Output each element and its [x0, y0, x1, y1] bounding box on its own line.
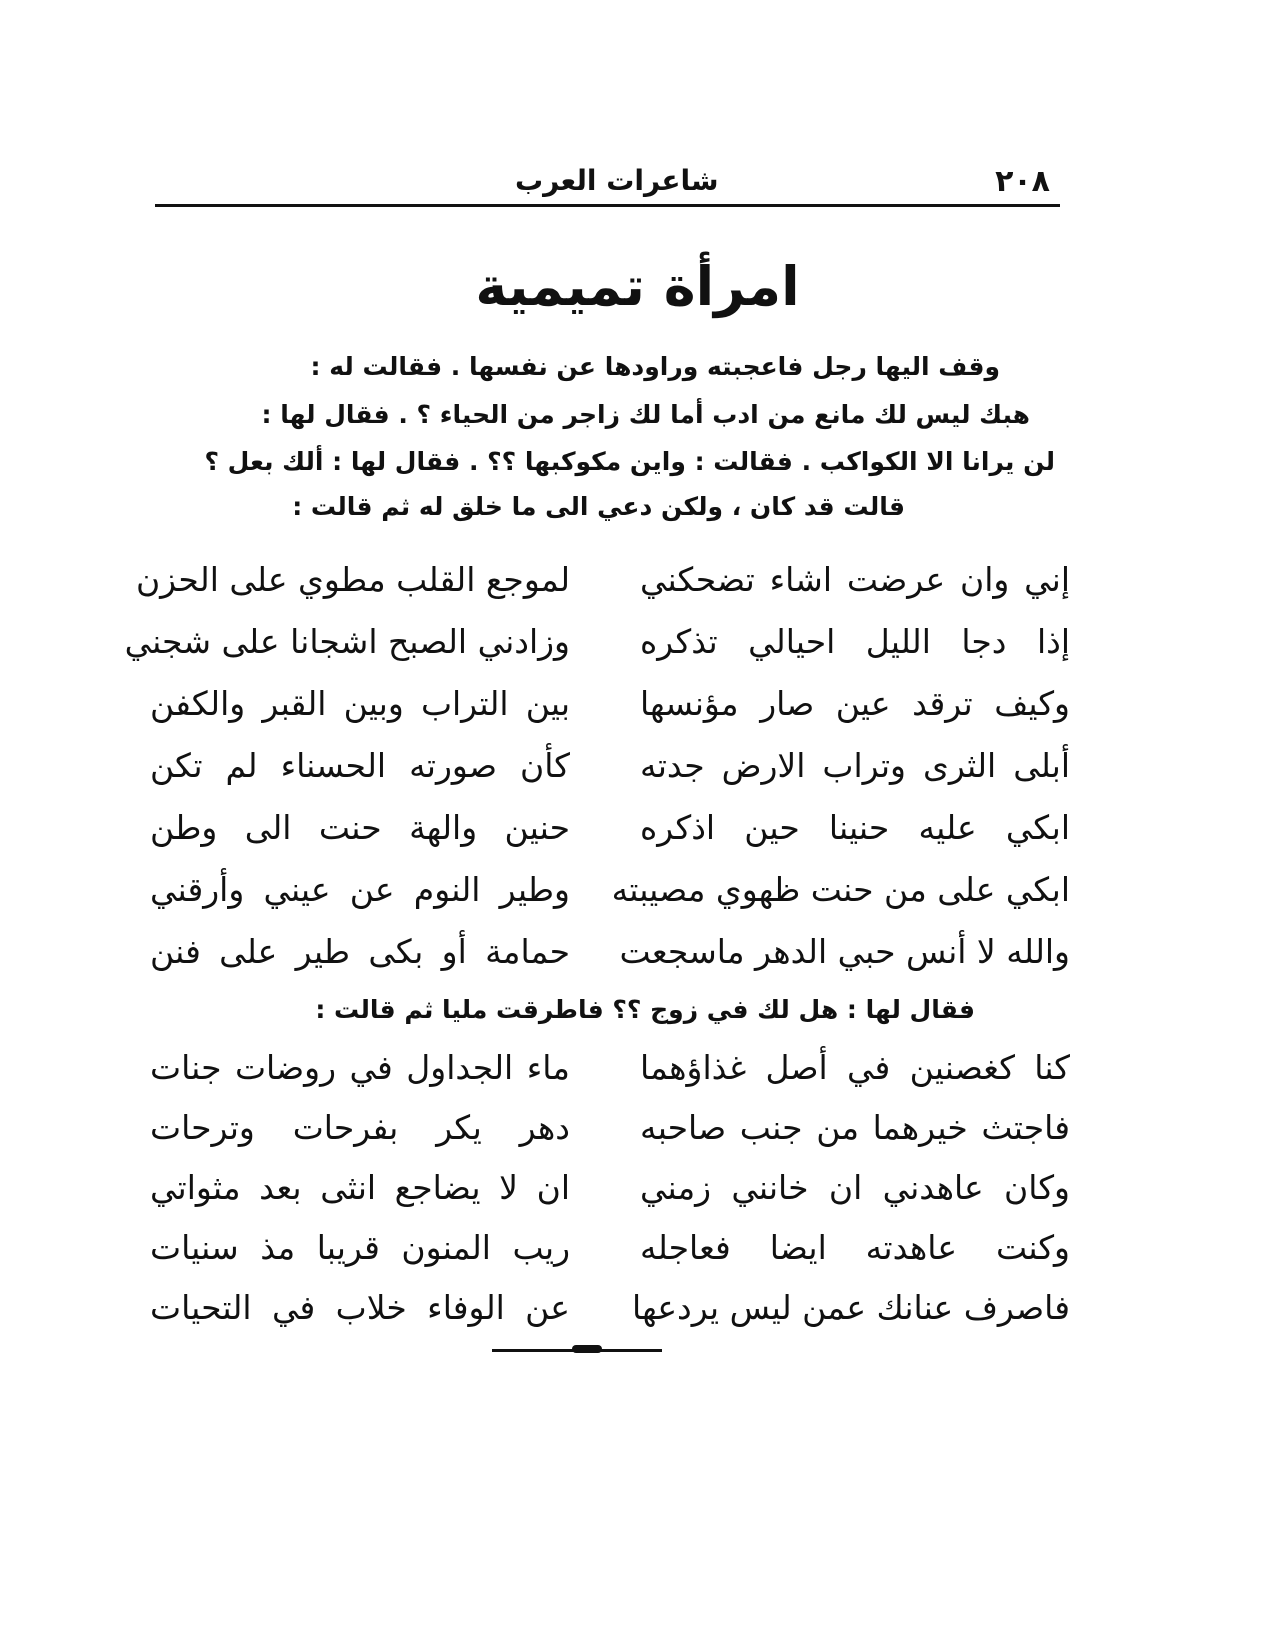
intro-line-3: لن يرانا الا الكواكب . فقالت : واين مكوكبها ؟؟ . فقال لها : ألك بعل ؟ — [204, 447, 1055, 476]
verse-first-hemistich: فاصرف عنانك عمن ليس يردعها — [632, 1288, 1070, 1327]
verse-second-hemistich: عن الوفاء خلاب في التحيات — [150, 1288, 570, 1327]
verse-first-hemistich: إني وان عرضت اشاء تضحكني — [640, 560, 1070, 599]
verse-row — [150, 808, 1070, 864]
verse-second-hemistich: حمامة أو بكى طير على فنن — [150, 932, 570, 971]
verse-row — [150, 1228, 1070, 1284]
verse-second-hemistich: كأن صورته الحسناء لم تكن — [150, 746, 570, 785]
verse-second-hemistich: ماء الجداول في روضات جنات — [150, 1048, 570, 1087]
verse-row — [150, 870, 1070, 926]
verse-second-hemistich: لموجع القلب مطوي على الحزن — [135, 560, 570, 599]
intro-line-2: هبك ليس لك مانع من ادب أما لك زاجر من الحياء ؟ . فقال لها : — [261, 400, 1030, 429]
intro-line-4: قالت قد كان ، ولكن دعي الى ما خلق له ثم قالت : — [292, 492, 905, 521]
verse-first-hemistich: أبلى الثرى وتراب الارض جدته — [640, 746, 1070, 785]
verse-second-hemistich: بين التراب وبين القبر والكفن — [150, 684, 570, 723]
verse-second-hemistich: حنين والهة حنت الى وطن — [150, 808, 570, 847]
verse-second-hemistich: دهر يكر بفرحات وترحات — [150, 1108, 570, 1147]
verse-row — [150, 1108, 1070, 1164]
verse-row — [150, 932, 1070, 988]
verse-second-hemistich: ان لا يضاجع انثى بعد مثواتي — [150, 1168, 570, 1207]
verse-second-hemistich: ريب المنون قريبا مذ سنيات — [150, 1228, 570, 1267]
verse-first-hemistich: إذا دجا الليل احيالي تذكره — [640, 622, 1070, 661]
verse-second-hemistich: وزادني الصبح اشجانا على شجني — [124, 622, 570, 661]
verse-row — [150, 684, 1070, 740]
verse-second-hemistich: وطير النوم عن عيني وأرقني — [150, 870, 570, 909]
header-rule — [155, 204, 1060, 207]
verse-first-hemistich: ابكي على من حنت ظهوي مصيبته — [611, 870, 1070, 909]
verse-row — [150, 1288, 1070, 1344]
running-header — [155, 162, 1060, 208]
verse-first-hemistich: وكنت عاهدته ايضا فعاجله — [640, 1228, 1070, 1267]
section-title: امرأة تميمية — [475, 255, 800, 318]
verse-first-hemistich: فاجتث خيرهما من جنب صاحبه — [640, 1108, 1070, 1147]
intro-line-1: وقف اليها رجل فاعجبته وراودها عن نفسها . فقالت له : — [310, 352, 1000, 381]
interlude-line: فقال لها : هل لك في زوج ؟؟ فاطرقت مليا ثم قالت : — [315, 995, 975, 1024]
verse-row — [150, 746, 1070, 802]
end-ornament-center — [572, 1345, 602, 1353]
verse-first-hemistich: وكيف ترقد عين صار مؤنسها — [640, 684, 1070, 723]
verse-first-hemistich: وكان عاهدني ان خانني زمني — [640, 1168, 1070, 1207]
verse-row — [135, 560, 1070, 616]
verse-row — [150, 1168, 1070, 1224]
running-title: شاعرات العرب — [515, 164, 719, 197]
verse-row — [124, 622, 1070, 678]
page-number: ٢٠٨ — [995, 164, 1050, 199]
verse-first-hemistich: ابكي عليه حنينا حين اذكره — [640, 808, 1070, 847]
verse-first-hemistich: كنا كغصنين في أصل غذاؤهما — [640, 1048, 1070, 1087]
verse-first-hemistich: والله لا أنس حبي الدهر ماسجعت — [619, 932, 1070, 971]
verse-row — [150, 1048, 1070, 1104]
